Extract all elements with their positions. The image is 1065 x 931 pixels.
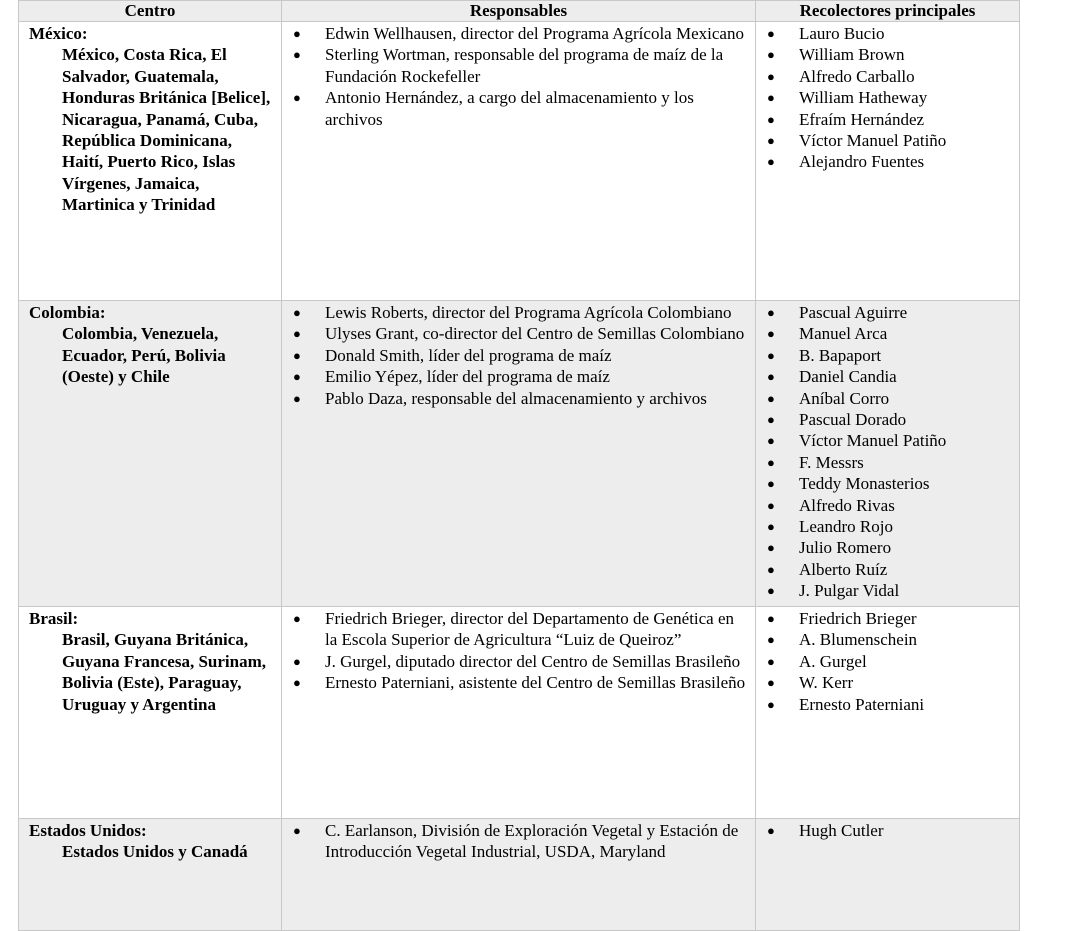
list-item: [767, 430, 1011, 451]
list-item: [767, 820, 1011, 841]
bullet-icon: ●: [293, 390, 301, 406]
list-item: [767, 559, 1011, 580]
list-item: [767, 345, 1011, 366]
bullet-icon: ●: [767, 583, 775, 599]
list-item-text: C. Earlanson, División de Exploración Vegetal y Estación de Introducción Vegetal Industrial, USDA, Maryland: [325, 821, 739, 862]
recolectores-list: [767, 23, 1011, 173]
list-item-text: Manuel Arca: [799, 324, 888, 344]
bullet-icon: ●: [767, 611, 775, 626]
bullet-icon: ●: [767, 632, 775, 648]
list-item-text: F. Messrs: [799, 452, 864, 472]
centro-cell: [19, 22, 282, 301]
recolectores-cell: [756, 22, 1020, 301]
bullet-icon: ●: [293, 90, 301, 106]
list-item: [767, 694, 1011, 715]
bullet-icon: ●: [767, 68, 775, 84]
list-item: [767, 495, 1011, 516]
list-item-text: Alfredo Carballo: [799, 66, 915, 86]
list-item-text: Friedrich Brieger: [799, 609, 917, 628]
list-item-text: A. Blumenschein: [799, 630, 918, 650]
list-item: [767, 388, 1011, 409]
seed-centers-table: [18, 0, 1020, 931]
bullet-icon: ●: [767, 519, 775, 535]
countries-list: Colombia, Venezuela, Ecuador, Perú, Bolivia (Oeste) y Chile: [62, 324, 226, 387]
responsables-cell: [282, 819, 756, 931]
list-item-text: William Hatheway: [799, 88, 928, 108]
list-item-text: Emilio Yépez, líder del programa de maíz: [325, 367, 610, 387]
list-item: [767, 66, 1011, 87]
bullet-icon: ●: [767, 326, 775, 342]
header-recolectores: Recolectores principales: [756, 1, 1020, 22]
list-item: [767, 44, 1011, 65]
bullet-icon: ●: [767, 390, 775, 406]
responsables-cell: [282, 301, 756, 607]
bullet-icon: ●: [767, 369, 775, 385]
list-item: [767, 629, 1011, 650]
bullet-icon: ●: [293, 326, 301, 342]
list-item-text: A. Gurgel: [799, 651, 867, 671]
list-item: [293, 651, 747, 672]
bullet-icon: ●: [293, 26, 301, 41]
recolectores-cell: [756, 301, 1020, 607]
list-item: [767, 130, 1011, 151]
list-item-text: Alfredo Rivas: [799, 495, 895, 515]
bullet-icon: ●: [293, 305, 301, 320]
bullet-icon: ●: [767, 133, 775, 149]
list-item: [767, 409, 1011, 430]
list-item: [293, 323, 747, 344]
bullet-icon: ●: [293, 47, 301, 63]
recolectores-list: [767, 302, 1011, 602]
list-item-text: Hugh Cutler: [799, 821, 884, 840]
list-item: [767, 366, 1011, 387]
table-row: [19, 819, 1020, 931]
bullet-icon: ●: [293, 369, 301, 385]
bullet-icon: ●: [767, 347, 775, 363]
bullet-icon: ●: [767, 561, 775, 577]
responsables-list: [293, 23, 747, 130]
list-item-text: Teddy Monasterios: [799, 474, 930, 494]
list-item-text: Ernesto Paterniani: [799, 694, 925, 714]
list-item-text: W. Kerr: [799, 673, 854, 693]
list-item-text: J. Gurgel, diputado director del Centro de Semillas Brasileño: [325, 651, 741, 671]
list-item-text: Leandro Rojo: [799, 517, 893, 537]
header-responsables: Responsables: [282, 1, 756, 22]
bullet-icon: ●: [767, 433, 775, 449]
countries-list: Estados Unidos y Canadá: [62, 842, 248, 862]
list-item-text: Friedrich Brieger, director del Departamento de Genética en la Escola Superior de Agricultura “Luiz de Queiroz”: [325, 609, 735, 650]
list-item-text: Edwin Wellhausen, director del Programa Agrícola Mexicano: [325, 24, 744, 43]
list-item: [767, 87, 1011, 108]
countries-list: México, Costa Rica, El Salvador, Guatemala, Honduras Británica [Belice], Nicaragua, Panamá, Cuba, República Dominicana, Haití, Puerto Rico, Islas Vírgenes, Jamaica, Martinica y Trinidad: [62, 45, 271, 215]
list-item: [767, 672, 1011, 693]
centro-name: Colombia:: [29, 303, 106, 322]
list-item-text: Julio Romero: [799, 538, 892, 558]
responsables-list: [293, 820, 747, 863]
bullet-icon: ●: [767, 497, 775, 513]
list-item-text: Alejandro Fuentes: [799, 152, 925, 172]
list-item: [293, 388, 747, 409]
bullet-icon: ●: [767, 90, 775, 106]
table-row: [19, 607, 1020, 819]
centro-name: Estados Unidos:: [29, 821, 147, 840]
bullet-icon: ●: [767, 412, 775, 428]
list-item: [293, 44, 747, 87]
bullet-icon: ●: [293, 675, 301, 691]
bullet-icon: ●: [767, 454, 775, 470]
recolectores-list: [767, 608, 1011, 715]
list-item-text: Ulyses Grant, co-director del Centro de Semillas Colombiano: [325, 324, 745, 344]
responsables-cell: [282, 607, 756, 819]
countries-list: Brasil, Guyana Británica, Guyana Francesa, Surinam, Bolivia (Este), Paraguay, Uruguay y Argentina: [62, 630, 267, 714]
header-row: [19, 1, 1020, 22]
bullet-icon: ●: [767, 696, 775, 712]
recolectores-cell: [756, 607, 1020, 819]
list-item: [767, 473, 1011, 494]
bullet-icon: ●: [293, 611, 301, 626]
responsables-list: [293, 302, 747, 409]
bullet-icon: ●: [767, 305, 775, 320]
list-item-text: B. Bapaport: [799, 345, 882, 365]
list-item-text: Aníbal Corro: [799, 388, 890, 408]
list-item-text: Ernesto Paterniani, asistente del Centro de Semillas Brasileño: [325, 673, 746, 693]
list-item: [767, 608, 1011, 629]
list-item: [767, 151, 1011, 172]
responsables-list: [293, 608, 747, 694]
bullet-icon: ●: [767, 111, 775, 127]
list-item: [293, 23, 747, 44]
list-item-text: J. Pulgar Vidal: [799, 581, 900, 601]
bullet-icon: ●: [293, 347, 301, 363]
list-item: [767, 323, 1011, 344]
list-item-text: Efraím Hernández: [799, 109, 925, 129]
list-item: [767, 580, 1011, 601]
list-item: [293, 345, 747, 366]
bullet-icon: ●: [767, 154, 775, 170]
bullet-icon: ●: [293, 823, 301, 838]
list-item-text: William Brown: [799, 45, 905, 65]
table-row: [19, 22, 1020, 301]
list-item-text: Daniel Candia: [799, 367, 897, 387]
list-item-text: Antonio Hernández, a cargo del almacenamiento y los archivos: [325, 88, 694, 129]
list-item: [293, 608, 747, 651]
list-item-text: Víctor Manuel Patiño: [799, 131, 947, 151]
list-item: [767, 302, 1011, 323]
recolectores-cell: [756, 819, 1020, 931]
bullet-icon: ●: [767, 47, 775, 63]
list-item: [293, 672, 747, 693]
list-item-text: Lauro Bucio: [799, 24, 885, 43]
responsables-cell: [282, 22, 756, 301]
list-item-text: Lewis Roberts, director del Programa Agrícola Colombiano: [325, 303, 732, 322]
list-item: [767, 23, 1011, 44]
recolectores-list: [767, 820, 1011, 841]
centro-name: México:: [29, 24, 88, 43]
bullet-icon: ●: [767, 653, 775, 669]
bullet-icon: ●: [767, 675, 775, 691]
list-item: [767, 516, 1011, 537]
list-item-text: Alberto Ruíz: [799, 559, 888, 579]
centro-name: Brasil:: [29, 609, 79, 628]
list-item: [293, 87, 747, 130]
list-item-text: Víctor Manuel Patiño: [799, 431, 947, 451]
bullet-icon: ●: [767, 540, 775, 556]
list-item: [293, 366, 747, 387]
centro-cell: [19, 301, 282, 607]
list-item-text: Pascual Aguirre: [799, 303, 908, 322]
list-item: [767, 452, 1011, 473]
centro-cell: [19, 819, 282, 931]
list-item: [767, 651, 1011, 672]
list-item: [767, 109, 1011, 130]
table-row: [19, 301, 1020, 607]
list-item: [293, 302, 747, 323]
list-item-text: Pablo Daza, responsable del almacenamiento y archivos: [325, 388, 707, 408]
bullet-icon: ●: [767, 476, 775, 492]
list-item: [293, 820, 747, 863]
list-item-text: Sterling Wortman, responsable del programa de maíz de la Fundación Rockefeller: [325, 45, 724, 86]
bullet-icon: ●: [767, 823, 775, 838]
bullet-icon: ●: [767, 26, 775, 41]
list-item-text: Donald Smith, líder del programa de maíz: [325, 345, 612, 365]
list-item: [767, 537, 1011, 558]
list-item-text: Pascual Dorado: [799, 410, 907, 430]
centro-cell: [19, 607, 282, 819]
bullet-icon: ●: [293, 653, 301, 669]
header-centro: Centro: [19, 1, 282, 22]
